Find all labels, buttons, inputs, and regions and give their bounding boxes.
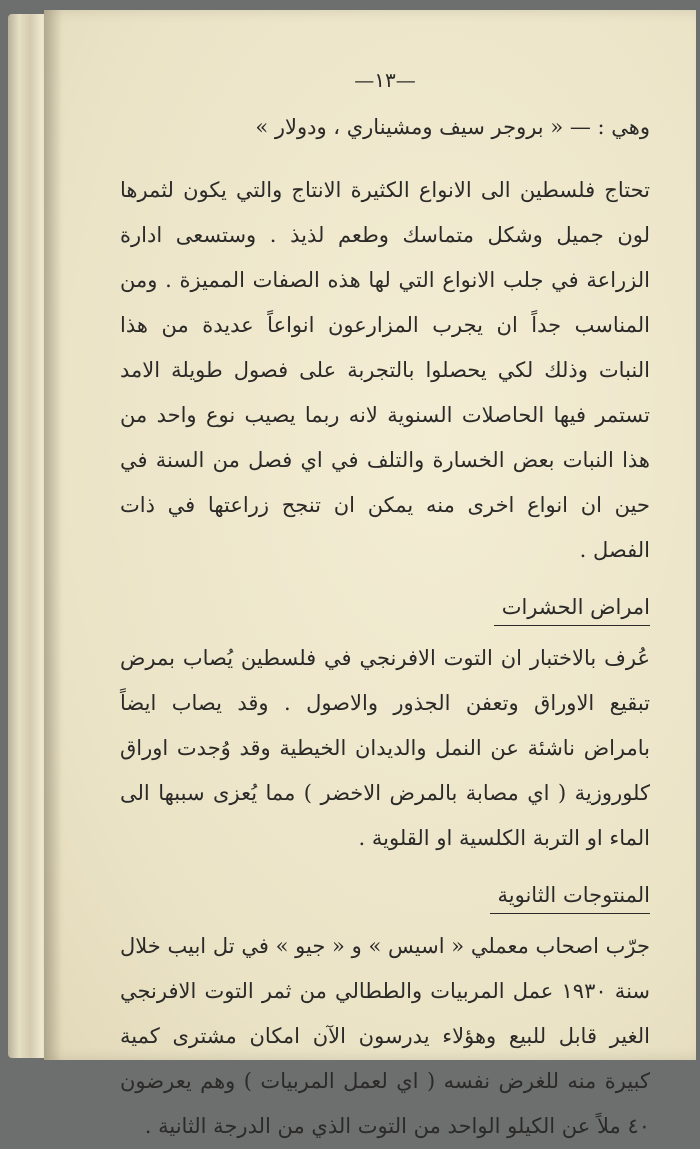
section-heading-insect-diseases: امراض الحشرات bbox=[494, 591, 650, 626]
page-number: —١٣— bbox=[354, 68, 416, 92]
page-content bbox=[120, 68, 650, 1149]
section-heading-by-products: المنتوجات الثانوية bbox=[490, 879, 651, 914]
paragraph-varieties: تحتاج فلسطين الى الانواع الكثيرة الانتاج والتي يكون لثمرها لون جميل وشكل متماسك وطعم لذيذ . وستسعى ادارة الزراعة في جلب الانواع التي لها هذه الصفات المميزة . ومن المناسب جداً ان يجرب المزارعون انواعاً عديدة من هذا النبات وذلك لكي يحصلوا بالتجربة على فصول طويلة الامد تستمر فيها الحاصلات السنوية لانه ربما يصيب نوع واحد من هذا النبات بعض الخسارة والتلف في اي فصل من السنة في حين ان انواع اخرى منه يمكن ان تنجح زراعتها في ذات الفصل . bbox=[120, 178, 650, 562]
variety-list-line: وهي : — « بروجر سيف ومشيناري ، ودولار » bbox=[255, 115, 650, 139]
paragraph-by-products: جرّب اصحاب معملي « اسيس » و « جيو » في تل ابيب خلال سنة ١٩٣٠ عمل المربيات والططالي من ثمر التوت الافرنجي الغير قابل للبيع وهؤلاء يدرسون الآن امكان مشترى كمية كبيرة منه للغرض نفسه ( اي لعمل المربيات ) وهم يعرضون ٤٠ ملاً عن الكيلو الواحد من التوت الذي من الدرجة الثانية . bbox=[120, 934, 650, 1138]
page-gutter-shadow bbox=[44, 10, 62, 1060]
paragraph-diseases: عُرف بالاختبار ان التوت الافرنجي في فلسطين يُصاب بمرض تبقيع الاوراق وتعفن الجذور والاصول . وقد يصاب ايضاً بامراض ناشئة عن النمل والديدان الخيطية وقد وُجدت اوراق كلوروزية ( اي مصابة بالمرض الاخضر ) مما يُعزى سببها الى الماء او التربة الكلسية او القلوية . bbox=[120, 646, 650, 850]
